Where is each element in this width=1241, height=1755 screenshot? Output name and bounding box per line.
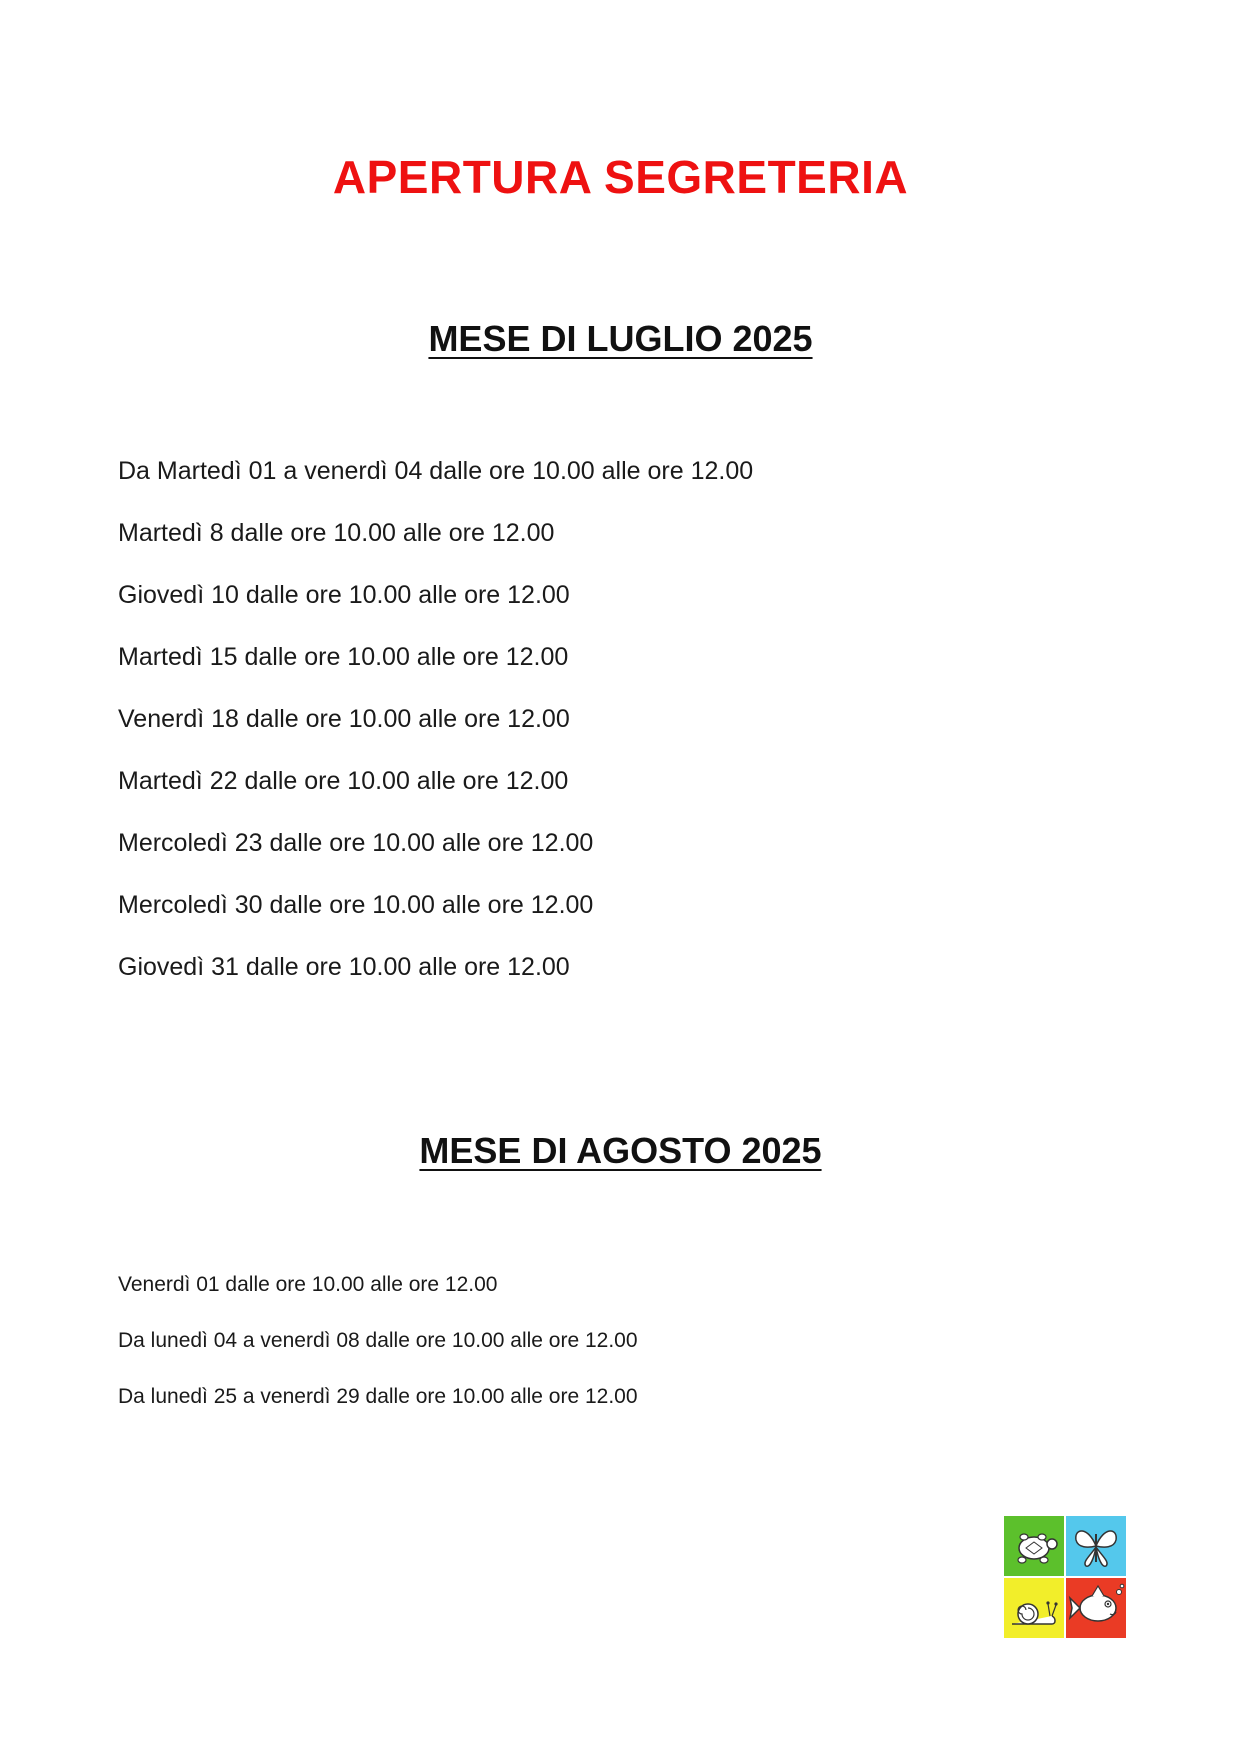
butterfly-icon — [1066, 1516, 1126, 1576]
fish-icon — [1066, 1578, 1126, 1638]
list-item: Mercoledì 30 dalle ore 10.00 alle ore 12.00 — [118, 891, 594, 919]
list-item: Da lunedì 25 a venerdì 29 dalle ore 10.00 alle ore 12.00 — [118, 1385, 638, 1408]
list-item: Venerdì 18 dalle ore 10.00 alle ore 12.00 — [118, 705, 570, 733]
page-title: APERTURA SEGRETERIA — [332, 151, 909, 203]
list-item: Martedì 8 dalle ore 10.00 alle ore 12.00 — [118, 519, 555, 547]
snail-icon — [1004, 1578, 1064, 1638]
july-schedule-list — [118, 456, 753, 1014]
list-item: Da lunedì 04 a venerdì 08 dalle ore 10.00 alle ore 12.00 — [118, 1329, 638, 1352]
list-item: Giovedì 31 dalle ore 10.00 alle ore 12.00 — [118, 953, 570, 981]
list-item: Martedì 22 dalle ore 10.00 alle ore 12.00 — [118, 767, 569, 795]
turtle-icon — [1004, 1516, 1064, 1576]
august-schedule-list — [118, 1272, 638, 1440]
school-logo — [1004, 1516, 1126, 1638]
august-heading: MESE DI AGOSTO 2025 — [419, 1130, 822, 1171]
list-item: Mercoledì 23 dalle ore 10.00 alle ore 12.00 — [118, 829, 594, 857]
list-item: Martedì 15 dalle ore 10.00 alle ore 12.00 — [118, 643, 569, 671]
list-item: Giovedì 10 dalle ore 10.00 alle ore 12.00 — [118, 581, 570, 609]
list-item: Venerdì 01 dalle ore 10.00 alle ore 12.00 — [118, 1273, 498, 1296]
july-heading: MESE DI LUGLIO 2025 — [428, 318, 813, 359]
list-item: Da Martedì 01 a venerdì 04 dalle ore 10.00 alle ore 12.00 — [118, 457, 754, 485]
